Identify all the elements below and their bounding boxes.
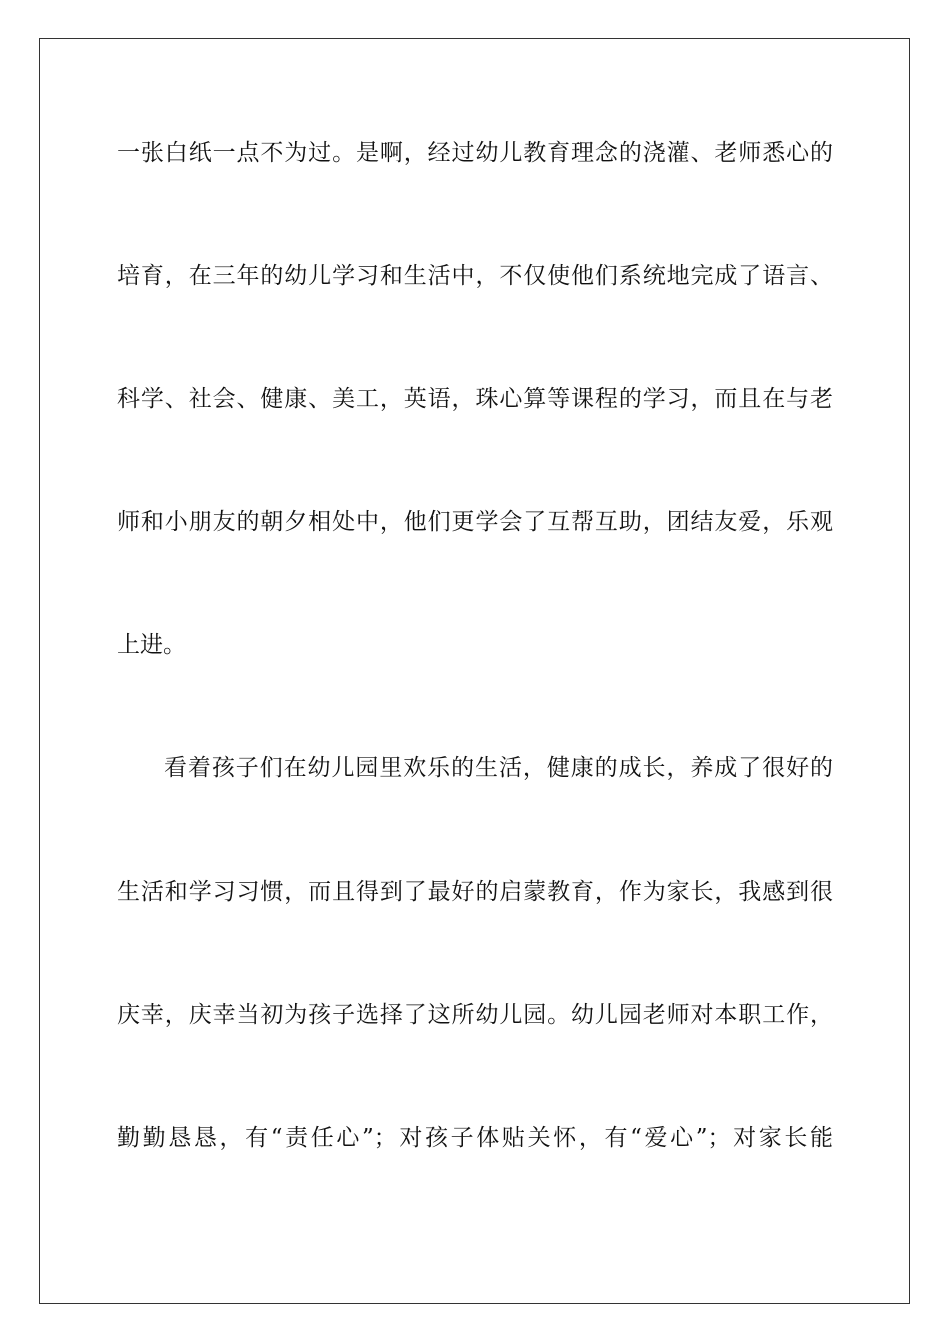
page-frame	[39, 38, 910, 1304]
text-line-8: 庆幸，庆幸当初为孩子选择了这所幼儿园。幼儿园老师对本职工作，	[117, 1002, 833, 1028]
paragraph-start-line: 看着孩子们在幼儿园里欢乐的生活，健康的成长，养成了很好的	[164, 755, 833, 781]
text-line-5: 上进。	[117, 632, 186, 658]
text-line-3: 科学、社会、健康、美工，英语，珠心算等课程的学习，而且在与老	[117, 386, 833, 412]
text-line-4: 师和小朋友的朝夕相处中，他们更学会了互帮互助，团结友爱，乐观	[117, 509, 833, 535]
text-line-1: 一张白纸一点不为过。是啊，经过幼儿教育理念的浇灌、老师悉心的	[117, 140, 833, 166]
text-line-7: 生活和学习习惯，而且得到了最好的启蒙教育，作为家长，我感到很	[117, 879, 833, 905]
text-line-2: 培育，在三年的幼儿学习和生活中，不仅使他们系统地完成了语言、	[117, 263, 833, 289]
text-line-9: 勤勤恳恳，有“责任心”；对孩子体贴关怀，有“爱心”；对家长能	[117, 1125, 833, 1151]
